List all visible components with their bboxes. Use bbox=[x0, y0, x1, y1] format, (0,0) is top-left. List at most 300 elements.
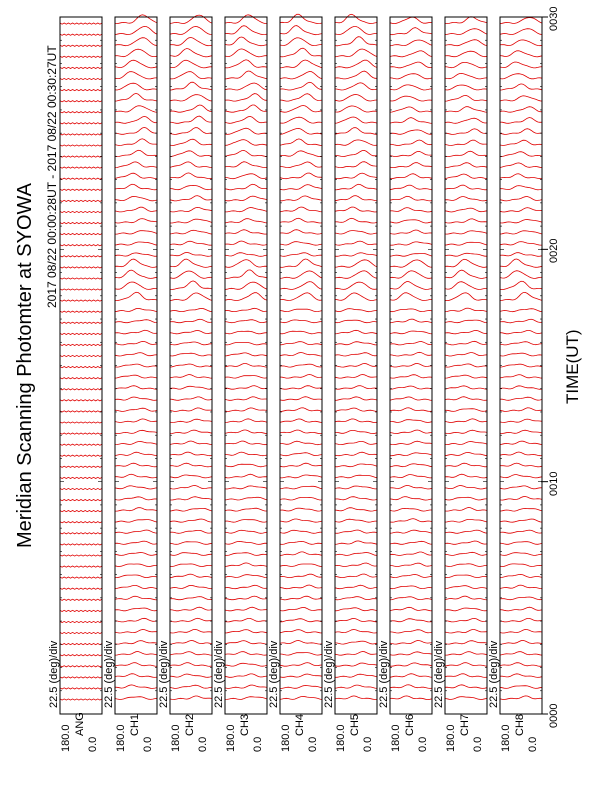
scan-trace bbox=[445, 341, 487, 345]
scan-trace bbox=[335, 652, 377, 656]
scan-trace bbox=[500, 220, 542, 224]
scan-trace bbox=[335, 408, 377, 411]
channel-label: CH8 bbox=[514, 713, 526, 736]
scan-trace bbox=[115, 26, 157, 34]
scan-trace bbox=[170, 629, 212, 633]
scan-trace bbox=[445, 419, 487, 423]
scan-trace bbox=[170, 293, 212, 301]
scan-trace bbox=[170, 196, 212, 201]
scan-trace bbox=[115, 408, 157, 411]
scan-trace bbox=[60, 145, 102, 146]
y-tick-label: 180.0 bbox=[115, 724, 127, 752]
scan-trace bbox=[225, 464, 267, 467]
scan-trace bbox=[390, 586, 432, 589]
scan-trace bbox=[225, 71, 267, 79]
scan-trace bbox=[225, 553, 267, 556]
scan-trace bbox=[390, 430, 432, 434]
scan-trace bbox=[445, 409, 487, 412]
y-tick-label: 0.0 bbox=[527, 736, 539, 752]
scan-trace bbox=[280, 696, 322, 699]
scan-trace bbox=[500, 129, 542, 135]
scan-trace bbox=[60, 533, 102, 534]
scan-trace bbox=[445, 618, 487, 622]
scan-trace bbox=[280, 196, 322, 201]
scan-trace bbox=[500, 242, 542, 246]
scan-trace bbox=[390, 663, 432, 666]
scan-trace bbox=[170, 597, 212, 600]
scan-trace bbox=[445, 497, 487, 500]
scan-trace bbox=[500, 585, 542, 589]
scan-trace bbox=[390, 597, 432, 600]
scan-trace bbox=[60, 367, 102, 368]
scan-trace bbox=[500, 353, 542, 356]
scan-trace bbox=[445, 107, 487, 113]
scan-trace bbox=[225, 408, 267, 412]
scan-trace bbox=[225, 83, 267, 90]
panel-ch7 bbox=[445, 17, 487, 714]
scan-trace bbox=[225, 320, 267, 323]
scan-trace bbox=[225, 60, 267, 68]
scan-trace bbox=[390, 464, 432, 467]
scan-trace bbox=[280, 230, 322, 234]
scan-trace bbox=[115, 441, 157, 444]
scan-trace bbox=[335, 685, 377, 688]
scan-trace bbox=[335, 60, 377, 68]
scan-trace bbox=[390, 28, 432, 35]
scan-trace bbox=[170, 364, 212, 367]
scan-trace bbox=[60, 433, 102, 434]
scan-trace bbox=[500, 51, 542, 57]
scan-trace bbox=[500, 107, 542, 113]
scan-trace bbox=[445, 386, 487, 390]
scan-trace bbox=[225, 140, 267, 146]
scan-trace bbox=[170, 386, 212, 389]
scan-trace bbox=[115, 259, 157, 267]
scan-trace bbox=[115, 585, 157, 588]
scan-trace bbox=[280, 653, 322, 656]
scan-trace bbox=[60, 134, 102, 135]
scan-trace bbox=[500, 281, 542, 289]
scan-trace bbox=[225, 162, 267, 168]
scan-trace bbox=[335, 353, 377, 356]
scan-trace bbox=[500, 174, 542, 179]
scan-trace bbox=[225, 497, 267, 500]
scan-trace bbox=[280, 207, 322, 212]
scan-trace bbox=[115, 541, 157, 544]
scan-trace bbox=[170, 553, 212, 556]
scan-trace bbox=[390, 397, 432, 400]
scan-trace bbox=[115, 282, 157, 289]
scan-trace bbox=[60, 466, 102, 467]
scan-trace bbox=[390, 441, 432, 444]
scan-trace bbox=[115, 93, 157, 101]
scan-trace bbox=[225, 253, 267, 257]
scan-trace bbox=[445, 208, 487, 212]
scan-trace bbox=[335, 663, 377, 666]
scan-trace bbox=[60, 355, 102, 356]
scan-trace bbox=[115, 564, 157, 567]
scan-trace bbox=[445, 293, 487, 301]
scan-trace bbox=[115, 419, 157, 423]
scan-trace bbox=[335, 696, 377, 700]
scan-trace bbox=[60, 655, 102, 656]
scan-trace bbox=[170, 95, 212, 101]
scan-trace bbox=[225, 674, 267, 677]
scan-trace bbox=[500, 386, 542, 390]
scan-trace bbox=[170, 116, 212, 123]
scan-trace bbox=[225, 441, 267, 445]
scan-trace bbox=[225, 293, 267, 301]
scan-trace bbox=[115, 15, 157, 24]
scan-trace bbox=[60, 488, 102, 489]
scan-trace bbox=[115, 618, 157, 622]
scan-trace bbox=[280, 82, 322, 90]
scan-trace bbox=[500, 564, 542, 567]
scan-trace bbox=[335, 271, 377, 279]
scan-trace bbox=[335, 475, 377, 478]
y-tick-label: 180.0 bbox=[225, 724, 237, 752]
scan-trace bbox=[335, 530, 377, 533]
scan-trace bbox=[500, 309, 542, 312]
scan-trace bbox=[60, 67, 102, 68]
scan-trace bbox=[500, 542, 542, 545]
scan-trace bbox=[280, 419, 322, 423]
panel-ch3 bbox=[225, 15, 267, 714]
scan-trace bbox=[60, 632, 102, 633]
scan-trace bbox=[170, 241, 212, 245]
scan-trace bbox=[445, 95, 487, 101]
time-tick-label: 0030 bbox=[548, 6, 560, 31]
scan-trace bbox=[390, 208, 432, 212]
scan-trace bbox=[170, 27, 212, 35]
scan-trace bbox=[60, 211, 102, 212]
scan-trace bbox=[170, 542, 212, 545]
scan-trace bbox=[170, 72, 212, 79]
scan-trace bbox=[115, 575, 157, 578]
scan-trace bbox=[445, 174, 487, 179]
scan-trace bbox=[445, 596, 487, 600]
scan-trace bbox=[445, 641, 487, 644]
scan-trace bbox=[225, 196, 267, 201]
scan-trace bbox=[500, 375, 542, 379]
scan-trace bbox=[225, 630, 267, 633]
scan-trace bbox=[335, 363, 377, 367]
scan-trace bbox=[60, 156, 102, 157]
scan-trace bbox=[500, 208, 542, 212]
scan-trace bbox=[445, 330, 487, 333]
scan-trace bbox=[60, 300, 102, 301]
scan-trace bbox=[225, 331, 267, 334]
scan-trace bbox=[445, 486, 487, 490]
channel-label: CH3 bbox=[239, 713, 251, 736]
scan-trace bbox=[280, 185, 322, 190]
scan-trace bbox=[335, 218, 377, 223]
scan-trace bbox=[335, 519, 377, 522]
scan-trace bbox=[390, 408, 432, 412]
scan-trace bbox=[500, 441, 542, 445]
scan-trace bbox=[445, 375, 487, 378]
scan-trace bbox=[60, 333, 102, 334]
scan-trace bbox=[115, 430, 157, 433]
scan-trace bbox=[170, 430, 212, 434]
scan-trace bbox=[335, 282, 377, 289]
scan-trace bbox=[280, 630, 322, 633]
scan-trace bbox=[445, 663, 487, 667]
scan-trace bbox=[170, 486, 212, 490]
scan-trace bbox=[500, 253, 542, 257]
scan-trace bbox=[445, 320, 487, 323]
scan-trace bbox=[115, 353, 157, 356]
scan-trace bbox=[60, 278, 102, 279]
scale-label: 22.5 (deg)/div bbox=[213, 640, 225, 708]
scan-trace bbox=[390, 309, 432, 312]
panel-ch1 bbox=[115, 15, 157, 714]
scan-trace bbox=[60, 223, 102, 224]
scan-trace bbox=[280, 530, 322, 533]
scan-trace bbox=[280, 375, 322, 379]
scan-trace bbox=[335, 497, 377, 500]
scan-trace bbox=[115, 608, 157, 611]
scan-trace bbox=[280, 508, 322, 511]
scan-trace bbox=[280, 14, 322, 23]
scale-label: 22.5 (deg)/div bbox=[158, 640, 170, 708]
scan-trace bbox=[390, 74, 432, 79]
scale-label: 22.5 (deg)/div bbox=[103, 640, 115, 708]
scan-trace bbox=[500, 342, 542, 345]
scan-trace bbox=[390, 607, 432, 611]
scan-trace bbox=[390, 652, 432, 655]
scan-trace bbox=[115, 320, 157, 323]
scan-trace bbox=[170, 230, 212, 234]
time-tick-label: 0000 bbox=[548, 703, 560, 728]
y-tick-label: 180.0 bbox=[60, 724, 72, 752]
scan-trace bbox=[115, 270, 157, 278]
scan-trace bbox=[500, 663, 542, 667]
scan-trace bbox=[335, 419, 377, 423]
scan-trace bbox=[390, 271, 432, 279]
scan-trace bbox=[225, 563, 267, 567]
scan-trace bbox=[115, 150, 157, 156]
scan-trace bbox=[170, 38, 212, 46]
scan-trace bbox=[60, 577, 102, 578]
scan-trace bbox=[170, 408, 212, 412]
scan-trace bbox=[115, 83, 157, 90]
scan-trace bbox=[280, 151, 322, 157]
scan-trace bbox=[445, 219, 487, 223]
scan-trace bbox=[500, 597, 542, 600]
scan-trace bbox=[115, 219, 157, 223]
scan-trace bbox=[445, 552, 487, 555]
scan-trace bbox=[280, 139, 322, 146]
scan-trace bbox=[445, 564, 487, 567]
scan-trace bbox=[225, 652, 267, 656]
scan-trace bbox=[500, 652, 542, 656]
scan-trace bbox=[225, 282, 267, 289]
scan-trace bbox=[170, 15, 212, 23]
scan-trace bbox=[500, 497, 542, 501]
scan-trace bbox=[60, 411, 102, 412]
scan-trace bbox=[335, 196, 377, 201]
scan-trace bbox=[280, 397, 322, 401]
y-tick-label: 180.0 bbox=[335, 724, 347, 752]
scan-trace bbox=[115, 173, 157, 179]
scan-trace bbox=[500, 319, 542, 323]
scan-trace bbox=[60, 666, 102, 667]
channel-label: CH7 bbox=[459, 713, 471, 736]
scale-label: 22.5 (deg)/div bbox=[48, 640, 60, 708]
scan-trace bbox=[445, 140, 487, 145]
scan-trace bbox=[500, 629, 542, 633]
scan-trace bbox=[170, 281, 212, 290]
scan-trace bbox=[445, 85, 487, 90]
scan-trace bbox=[115, 652, 157, 656]
scan-trace bbox=[280, 259, 322, 267]
scan-trace bbox=[335, 464, 377, 467]
scan-trace bbox=[225, 342, 267, 345]
scan-trace bbox=[115, 341, 157, 345]
panel-group bbox=[60, 14, 542, 714]
scan-trace bbox=[390, 508, 432, 511]
scan-trace bbox=[280, 271, 322, 279]
scan-trace bbox=[335, 618, 377, 622]
scan-trace bbox=[225, 353, 267, 356]
scan-trace bbox=[115, 49, 157, 57]
scan-trace bbox=[225, 508, 267, 511]
scan-trace bbox=[115, 207, 157, 212]
scan-trace bbox=[280, 60, 322, 68]
scan-trace bbox=[390, 420, 432, 423]
scan-trace bbox=[225, 49, 267, 57]
scan-trace bbox=[225, 376, 267, 379]
scale-label: 22.5 (deg)/div bbox=[268, 640, 280, 708]
scan-trace bbox=[445, 685, 487, 689]
scan-trace bbox=[500, 574, 542, 577]
scan-trace bbox=[60, 267, 102, 268]
scan-trace bbox=[280, 173, 322, 179]
scan-trace bbox=[170, 173, 212, 179]
scan-trace bbox=[225, 486, 267, 489]
scan-trace bbox=[60, 34, 102, 35]
scan-trace bbox=[500, 40, 542, 46]
y-tick-label: 0.0 bbox=[87, 736, 99, 752]
scan-trace bbox=[390, 575, 432, 578]
scan-trace bbox=[335, 128, 377, 135]
scan-trace bbox=[390, 331, 432, 334]
scan-trace bbox=[225, 116, 267, 123]
scan-trace bbox=[60, 610, 102, 611]
scan-trace bbox=[280, 331, 322, 334]
scan-trace bbox=[500, 197, 542, 201]
scan-trace bbox=[280, 128, 322, 134]
scan-trace bbox=[280, 486, 322, 489]
scan-trace bbox=[390, 254, 432, 257]
scan-trace bbox=[60, 522, 102, 523]
scan-trace bbox=[500, 186, 542, 190]
scan-trace bbox=[225, 308, 267, 311]
scan-trace bbox=[280, 441, 322, 445]
scan-trace bbox=[390, 174, 432, 179]
scan-trace bbox=[335, 27, 377, 35]
scan-trace bbox=[445, 163, 487, 168]
scan-trace bbox=[60, 644, 102, 645]
panel-ch6 bbox=[390, 17, 432, 714]
scan-trace bbox=[445, 674, 487, 678]
scan-trace bbox=[335, 320, 377, 323]
channel-label: CH5 bbox=[349, 713, 361, 736]
scan-trace bbox=[170, 151, 212, 157]
panel-frame bbox=[280, 17, 322, 714]
scan-trace bbox=[390, 619, 432, 622]
panel-ch2 bbox=[170, 15, 212, 714]
scan-trace bbox=[60, 544, 102, 545]
scan-trace bbox=[390, 342, 432, 345]
scan-trace bbox=[115, 463, 157, 467]
scan-trace bbox=[335, 375, 377, 379]
time-tick-label: 0020 bbox=[548, 238, 560, 264]
scan-trace bbox=[115, 520, 157, 523]
scan-trace bbox=[500, 686, 542, 689]
scan-trace bbox=[225, 530, 267, 533]
scan-trace bbox=[390, 485, 432, 489]
scan-trace bbox=[225, 697, 267, 700]
scan-trace bbox=[225, 15, 267, 24]
scan-trace bbox=[445, 118, 487, 123]
channel-label: ANG bbox=[74, 712, 86, 736]
scan-trace bbox=[115, 116, 157, 123]
y-tick-label: 0.0 bbox=[197, 736, 209, 752]
scan-trace bbox=[335, 150, 377, 156]
scan-trace bbox=[60, 511, 102, 512]
scan-trace bbox=[500, 84, 542, 90]
scan-trace bbox=[335, 293, 377, 301]
scan-trace bbox=[280, 596, 322, 600]
scan-trace bbox=[390, 685, 432, 689]
scan-trace bbox=[115, 242, 157, 245]
y-tick-label: 180.0 bbox=[280, 724, 292, 752]
scan-trace bbox=[280, 552, 322, 556]
scan-trace bbox=[225, 128, 267, 134]
scan-trace bbox=[280, 342, 322, 345]
scan-trace bbox=[445, 697, 487, 700]
scan-trace bbox=[445, 231, 487, 234]
scan-trace bbox=[170, 308, 212, 311]
chart-title: Meridian Scanning Photomter at SYOWA bbox=[14, 183, 36, 548]
scan-trace bbox=[170, 663, 212, 667]
scan-trace bbox=[335, 309, 377, 312]
scan-trace bbox=[60, 566, 102, 567]
scan-trace bbox=[225, 474, 267, 478]
channel-label: CH1 bbox=[129, 713, 141, 736]
scan-trace bbox=[170, 259, 212, 267]
scan-trace bbox=[225, 685, 267, 688]
scan-trace bbox=[225, 26, 267, 35]
scan-trace bbox=[445, 442, 487, 445]
scan-trace bbox=[170, 618, 212, 622]
scan-trace bbox=[115, 530, 157, 533]
scan-trace bbox=[225, 230, 267, 234]
scan-trace bbox=[500, 231, 542, 234]
scan-trace bbox=[170, 342, 212, 345]
scan-trace bbox=[115, 630, 157, 634]
scan-trace bbox=[225, 105, 267, 112]
scan-trace bbox=[445, 508, 487, 512]
panel-ch8 bbox=[500, 17, 542, 714]
scan-trace bbox=[335, 386, 377, 390]
scan-trace bbox=[390, 363, 432, 367]
scan-trace bbox=[170, 252, 212, 256]
scan-trace bbox=[335, 162, 377, 168]
scan-trace bbox=[60, 123, 102, 124]
